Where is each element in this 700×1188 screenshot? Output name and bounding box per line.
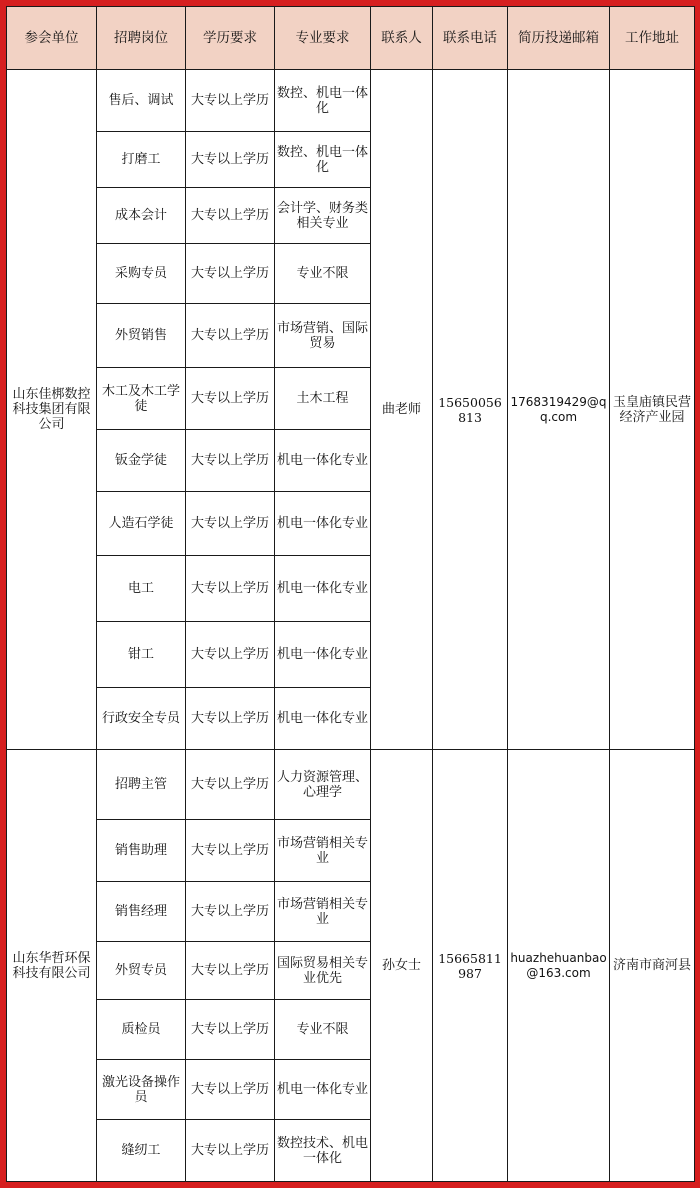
job-education: 大专以上学历 xyxy=(186,304,275,368)
job-education: 大专以上学历 xyxy=(186,820,275,882)
job-major: 市场营销相关专业 xyxy=(275,882,371,942)
job-position: 钳工 xyxy=(97,622,186,688)
job-education: 大专以上学历 xyxy=(186,882,275,942)
header-email: 简历投递邮箱 xyxy=(508,7,610,70)
job-major: 数控技术、机电一体化 xyxy=(275,1120,371,1182)
job-position: 销售助理 xyxy=(97,820,186,882)
job-education: 大专以上学历 xyxy=(186,1060,275,1120)
header-company: 参会单位 xyxy=(7,7,97,70)
job-position: 钣金学徒 xyxy=(97,430,186,492)
work-address: 济南市商河县 xyxy=(610,750,695,1182)
header-position: 招聘岗位 xyxy=(97,7,186,70)
contact-phone: 15665811987 xyxy=(433,750,508,1182)
job-major: 数控、机电一体化 xyxy=(275,70,371,132)
job-major: 机电一体化专业 xyxy=(275,556,371,622)
job-position: 成本会计 xyxy=(97,188,186,244)
header-education: 学历要求 xyxy=(186,7,275,70)
job-education: 大专以上学历 xyxy=(186,688,275,750)
contact-phone: 15650056813 xyxy=(433,70,508,750)
company-name: 山东佳梆数控科技集团有限公司 xyxy=(7,70,97,750)
job-position: 招聘主管 xyxy=(97,750,186,820)
job-major: 机电一体化专业 xyxy=(275,622,371,688)
job-position: 质检员 xyxy=(97,1000,186,1060)
job-education: 大专以上学历 xyxy=(186,556,275,622)
job-major: 机电一体化专业 xyxy=(275,688,371,750)
job-education: 大专以上学历 xyxy=(186,492,275,556)
contact-person: 孙女士 xyxy=(371,750,433,1182)
header-row xyxy=(7,7,695,70)
job-major: 国际贸易相关专业优先 xyxy=(275,942,371,1000)
job-major: 人力资源管理、心理学 xyxy=(275,750,371,820)
header-major: 专业要求 xyxy=(275,7,371,70)
job-major: 市场营销、国际贸易 xyxy=(275,304,371,368)
job-education: 大专以上学历 xyxy=(186,244,275,304)
header-phone: 联系电话 xyxy=(433,7,508,70)
table-row xyxy=(7,70,695,132)
work-address: 玉皇庙镇民营经济产业园 xyxy=(610,70,695,750)
job-major: 土木工程 xyxy=(275,368,371,430)
job-position: 采购专员 xyxy=(97,244,186,304)
job-education: 大专以上学历 xyxy=(186,750,275,820)
job-major: 专业不限 xyxy=(275,244,371,304)
job-position: 外贸销售 xyxy=(97,304,186,368)
job-major: 机电一体化专业 xyxy=(275,492,371,556)
header-address: 工作地址 xyxy=(610,7,695,70)
job-position: 售后、调试 xyxy=(97,70,186,132)
job-education: 大专以上学历 xyxy=(186,188,275,244)
job-education: 大专以上学历 xyxy=(186,1120,275,1182)
job-position: 行政安全专员 xyxy=(97,688,186,750)
job-major: 市场营销相关专业 xyxy=(275,820,371,882)
table-row xyxy=(7,750,695,820)
header-contact: 联系人 xyxy=(371,7,433,70)
job-position: 销售经理 xyxy=(97,882,186,942)
job-major: 数控、机电一体化 xyxy=(275,132,371,188)
job-education: 大专以上学历 xyxy=(186,1000,275,1060)
job-education: 大专以上学历 xyxy=(186,622,275,688)
job-major: 专业不限 xyxy=(275,1000,371,1060)
job-position: 激光设备操作员 xyxy=(97,1060,186,1120)
job-position: 电工 xyxy=(97,556,186,622)
resume-email: 1768319429@qq.com xyxy=(508,70,610,750)
job-education: 大专以上学历 xyxy=(186,942,275,1000)
job-education: 大专以上学历 xyxy=(186,430,275,492)
job-position: 打磨工 xyxy=(97,132,186,188)
job-position: 外贸专员 xyxy=(97,942,186,1000)
job-position: 人造石学徒 xyxy=(97,492,186,556)
company-name: 山东华哲环保科技有限公司 xyxy=(7,750,97,1182)
job-major: 机电一体化专业 xyxy=(275,1060,371,1120)
contact-person: 曲老师 xyxy=(371,70,433,750)
resume-email: huazhehuanbao@163.com xyxy=(508,750,610,1182)
job-position: 木工及木工学徒 xyxy=(97,368,186,430)
job-major: 机电一体化专业 xyxy=(275,430,371,492)
job-position: 缝纫工 xyxy=(97,1120,186,1182)
job-education: 大专以上学历 xyxy=(186,70,275,132)
job-education: 大专以上学历 xyxy=(186,368,275,430)
job-education: 大专以上学历 xyxy=(186,132,275,188)
job-major: 会计学、财务类相关专业 xyxy=(275,188,371,244)
recruitment-table xyxy=(6,6,695,1182)
